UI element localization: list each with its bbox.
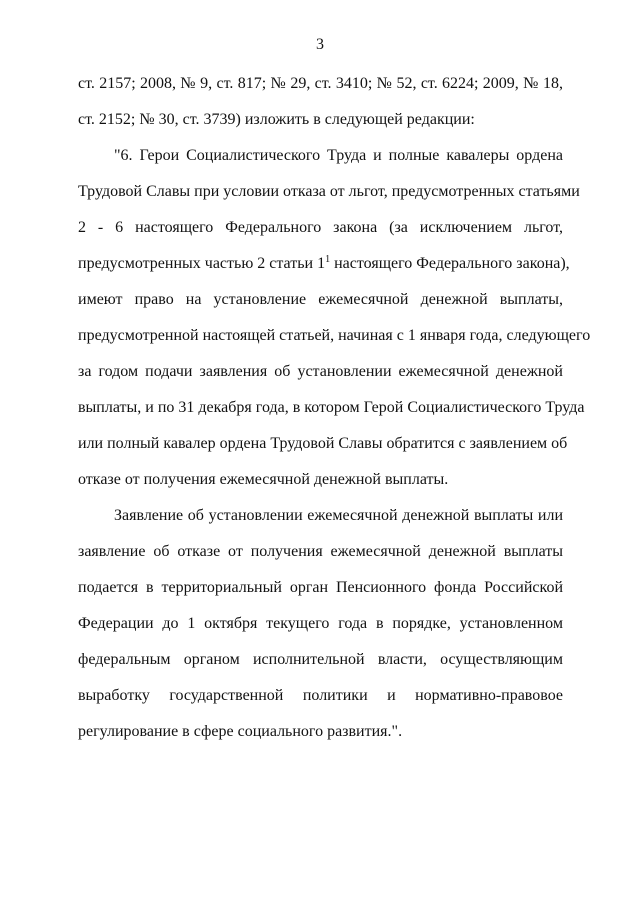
text-line: "6. Герои Социалистического Труда и полные кавалеры ордена [114, 147, 563, 164]
text-line: выплаты, и по 31 декабря года, в котором Герой Социалистического Труда [78, 399, 585, 416]
superscript: 1 [325, 254, 331, 265]
text-line [78, 254, 570, 274]
text-line: выработку государственной политики и нормативно-правовое [78, 687, 563, 704]
text-line: ст. 2157; 2008, № 9, ст. 817; № 29, ст. 3410; № 52, ст. 6224; 2009, № 18, [78, 75, 563, 92]
text-line: имеют право на установление ежемесячной денежной выплаты, [78, 291, 563, 308]
text-line: Федерации до 1 октября текущего года в порядке, установленном [78, 615, 563, 632]
text-line: предусмотренной настоящей статьей, начиная с 1 января года, следующего [78, 327, 591, 344]
text-fragment: предусмотренных частью 2 статьи 1 [78, 255, 326, 272]
text-line: заявление об отказе от получения ежемесячной денежной выплаты [78, 543, 563, 560]
text-line: Трудовой Славы при условии отказа от льгот, предусмотренных статьями [78, 183, 580, 200]
text-line: за годом подачи заявления об установлении ежемесячной денежной [78, 363, 563, 380]
text-line: или полный кавалер ордена Трудовой Славы обратится с заявлением об [78, 435, 568, 452]
text-line: федеральным органом исполнительной власти, осуществляющим [78, 651, 563, 668]
text-line: подается в территориальный орган Пенсионного фонда Российской [78, 579, 563, 596]
text-line: отказе от получения ежемесячной денежной выплаты. [78, 471, 449, 488]
text-line: Заявление об установлении ежемесячной денежной выплаты или [114, 507, 563, 524]
page-number: 3 [316, 36, 324, 53]
text-line: регулирование в сфере социального развития.". [78, 723, 403, 740]
text-line: ст. 2152; № 30, ст. 3739) изложить в следующей редакции: [78, 111, 475, 128]
text-line: 2 - 6 настоящего Федерального закона (за исключением льгот, [78, 219, 563, 236]
text-fragment: настоящего Федерального закона), [330, 255, 570, 272]
